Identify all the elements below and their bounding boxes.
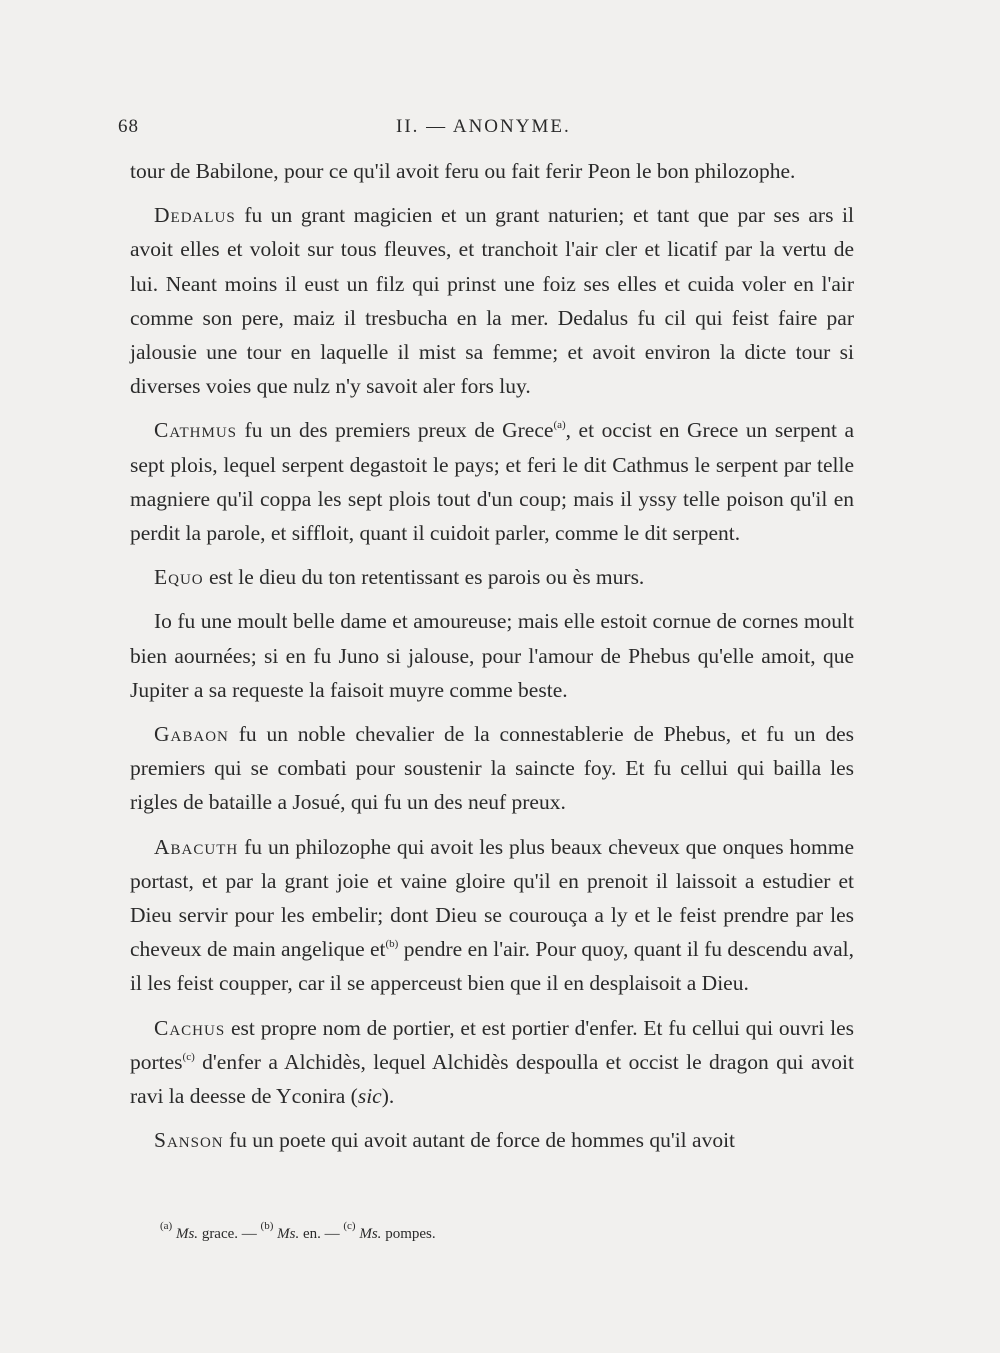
- paragraph: Dedalus fu un grant magicien et un grant naturien; et tant que par ses ars il avoit elles et voloit sur tous fleuves, et tranchoit l'air cler et licatif par la vertu de lui. Neant moins il eust un filz qui prinst une foiz ses elles et cuida voler en l'air comme son pere, maiz il tresbucha en la mer. Dedalus fu cil qui feist faire par jalousie une tour en laquelle il mist sa femme; et avoit environ la dicte tour si diverses voies que nulz n'y savoit aler fors luy.: [130, 203, 854, 399]
- footnote-ref: (b): [385, 938, 399, 951]
- paragraph: Abacuth fu un philozophe qui avoit les plus beaux cheveux que onques homme portast, et par la grant joie et vaine gloire qu'il en prenoit il laissoit a estudier et Dieu servir pour les embelir; dont Dieu se courouça a ly et le feist prendre par les cheveux de main angelique $et^{(b)}$ pendre en l'air. Pour quoy, quant il fu descendu aval, il les feist coupper, car il se apperceust bien que il en desplaisoit a Dieu.: [130, 834, 854, 996]
- paragraph: tour de Babilone, pour ce qu'il avoit feru ou fait ferir Peon le bon philozophe.: [130, 159, 796, 183]
- entry-headword: Cathmus: [154, 418, 238, 443]
- entry-headword: Dedalus: [154, 203, 236, 228]
- entry-headword: Sanson: [154, 1128, 224, 1153]
- footnote-ref: (a): [553, 419, 566, 432]
- running-title: II. — ANONYME.: [396, 116, 571, 137]
- paragraph: Cachus est propre nom de portier, et est portier d'enfer. Et fu cellui qui ouvri les portes$^{(c)}$ d'enfer a Alchidès, lequel Alchidès despoulla et occist le dragon qui avoit ravi la deesse de Yconira (sic).: [130, 1015, 854, 1109]
- paragraph: Sanson fu un poete qui avoit autant de force de hommes qu'il avoit: [154, 1128, 736, 1153]
- paragraph: Gabaon fu un noble chevalier de la connestablerie de Phebus, et fu un des premiers qui se combati pour soustenir la saincte foy. Et fu cellui qui bailla les rigles de bataille a Josué, qui fu un des neuf preux.: [130, 722, 854, 815]
- page-body: [130, 154, 854, 1167]
- entry-headword: Equo: [154, 565, 204, 590]
- paragraph: Io fu une moult belle dame et amoureuse; mais elle estoit cornue de cornes moult bien aournées; si en fu Juno si jalouse, pour l'amour de Phebus qu'elle amoit, que Jupiter a sa requeste la faisoit muyre comme beste.: [130, 609, 854, 702]
- entry-headword: Abacuth: [154, 834, 239, 859]
- paragraph: Equo est le dieu du ton retentissant es parois ou ès murs.: [154, 565, 645, 590]
- running-header: [118, 116, 858, 146]
- entry-headword: Gabaon: [154, 722, 229, 747]
- footnotes: $^{(a)}$ Ms. grace. — $^{(b)}$ Ms. en. — $^{(c)}$ Ms. pompes.: [160, 1220, 436, 1242]
- entry-headword: Cachus: [154, 1015, 226, 1040]
- paragraph: Cathmus fu un des premiers preux de Grece$^{(a)}$, et occist en Grece un serpent a sept plois, lequel serpent degastoit le pays; et feri le dit Cathmus le serpent par telle magniere qu'il coppa les sept plois tout d'un coup; mais il yssy telle poison qu'il en perdit la parole, et siffloit, quant il cuidoit parler, comme le dit serpent.: [130, 418, 854, 546]
- page-number: 68: [118, 116, 139, 137]
- footnote-ref: (c): [182, 1050, 195, 1063]
